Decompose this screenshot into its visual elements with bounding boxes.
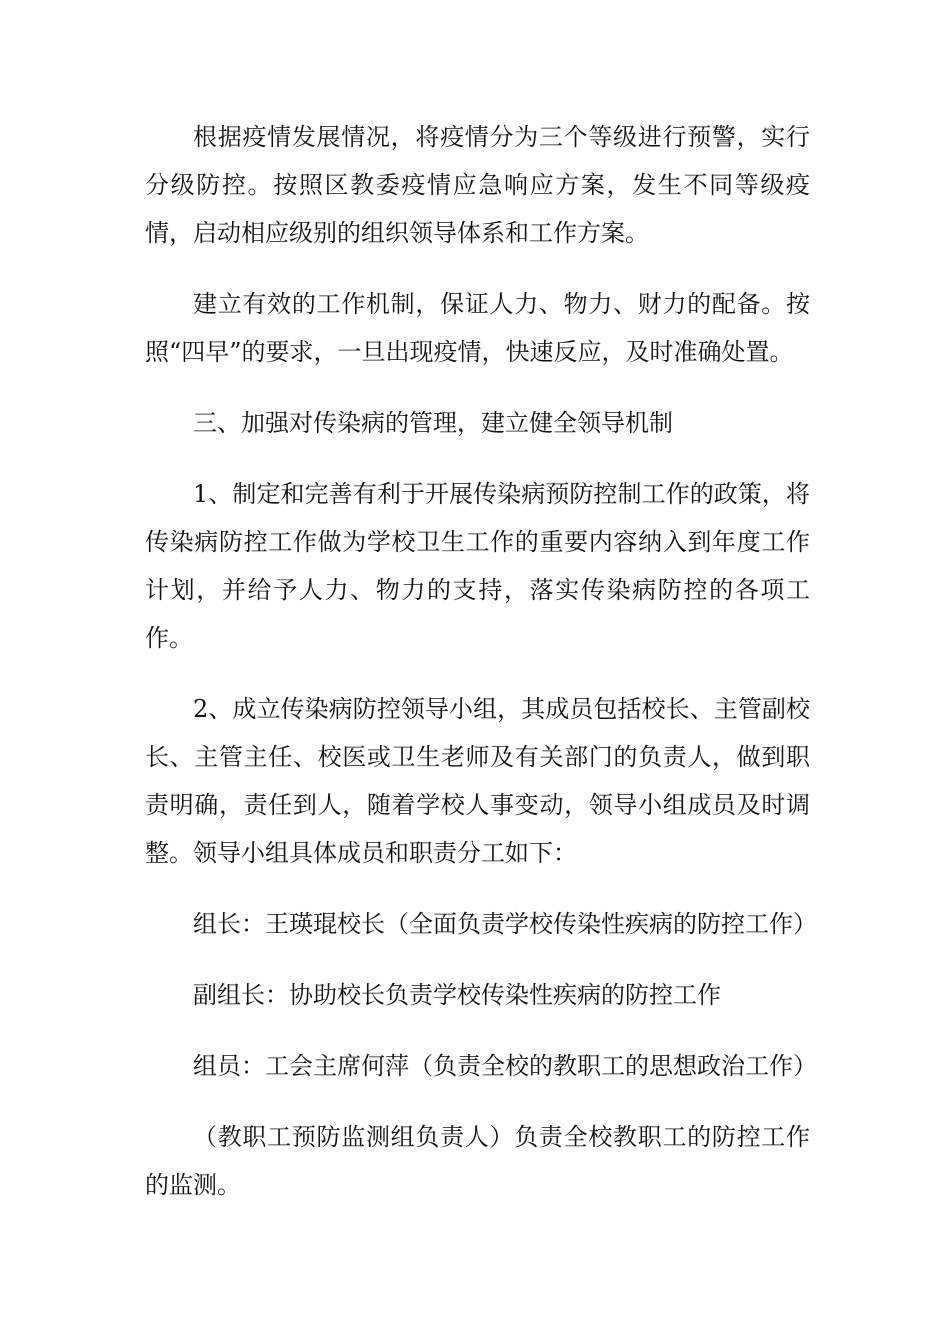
paragraph-work-mechanism: 建立有效的工作机制，保证人力、物力、财力的配备。按照“四早”的要求，一旦出现疫情，快速反应，及时准确处置。 [145,290,810,366]
paragraph-item-2: 2、成立传染病防控领导小组，其成员包括校长、主管副校长、主管主任、校医或卫生老师及有关部门的负责人，做到职责明确，责任到人，随着学校人事变动，领导小组成员及时调整。领导小组具体成员和职责分工如下： [145,695,810,867]
paragraph-deputy-leader: 副组长：协助校长负责学校传染性疾病的防控工作 [193,981,721,1009]
paragraph-team-leader: 组长：王瑛琨校长（全面负责学校传染性疾病的防控工作） [193,910,817,938]
paragraph-warning-levels: 根据疫情发展情况，将疫情分为三个等级进行预警，实行分级防控。按照区教委疫情应急响应方案，发生不同等级疫情，启动相应级别的组织领导体系和工作方案。 [145,123,810,247]
paragraph-team-member: 组员：工会主席何萍（负责全校的教职工的思想政治工作） [193,1052,817,1080]
paragraph-item-1: 1、制定和完善有利于开展传染病预防控制工作的政策，将传染病防控工作做为学校卫生工作的重要内容纳入到年度工作计划，并给予人力、物力的支持，落实传染病防控的各项工作。 [145,480,810,652]
document-body [145,113,817,1209]
paragraph-monitoring: （教职工预防监测组负责人）负责全校教职工的防控工作的监测。 [145,1123,810,1199]
section-heading-three: 三、加强对传染病的管理，建立健全领导机制 [193,409,673,437]
